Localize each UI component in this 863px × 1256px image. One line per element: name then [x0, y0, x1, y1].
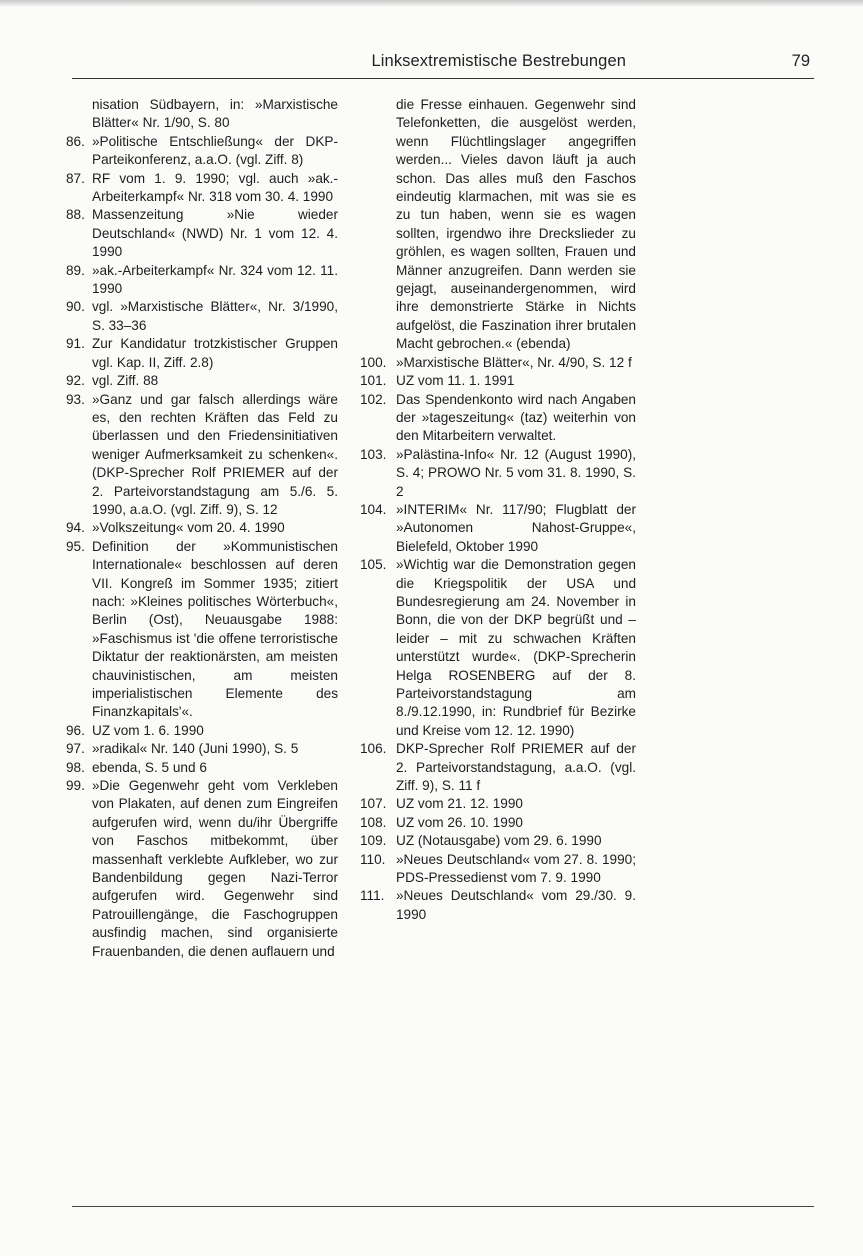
footnote-96: 96. UZ vom 1. 6. 1990 — [66, 722, 204, 738]
footnote-87: 87. RF vom 1. 9. 1990; vgl. auch »ak.-Arbeiterkampf« Nr. 318 vom 30. 4. 1990 — [66, 170, 338, 205]
footnote-91: 91. Zur Kandidatur trotzkistischer Gruppen vgl. Kap. II, Ziff. 2.8) — [66, 336, 338, 370]
footnote-93: 93. »Ganz und gar falsch allerdings wäre es, den rechten Kräften das Feld zu überlassen und den Friedensinitiativen weniger Aufmerksamkeit zu schenken«. (DKP-Sprecher Rolf PRIEMER auf der 2. Parteivorstandstagung am 5./6. 5. 1990, a.a.O. (vgl. Ziff. 9), S. 12 — [66, 391, 338, 517]
footer-rule — [72, 1206, 814, 1207]
footnote-109: 109. UZ (Notausgabe) vom 29. 6. 1990 — [360, 833, 602, 849]
footnote-101: 101. UZ vom 11. 1. 1991 — [360, 373, 515, 389]
footnote-108: 108. UZ vom 26. 10. 1990 — [360, 814, 523, 830]
left-column — [66, 96, 338, 961]
scan-top-edge — [0, 0, 863, 6]
footnote-90: 90. vgl. »Marxistische Blätter«, Nr. 3/1990, S. 33–36 — [66, 299, 338, 333]
footnote-98: 98. ebenda, S. 5 und 6 — [66, 759, 207, 775]
running-title: Linksextremistische Bestrebungen — [371, 52, 626, 70]
note-continuation: nisation Südbayern, in: »Marxistische Blätter« Nr. 1/90, S. 80 — [92, 97, 338, 131]
page-header — [72, 52, 814, 82]
footnote-105: 105. »Wichtig war die Demonstration gegen die Kriegspolitik der USA und Bundesregierung am 24. November in Bonn, die von der DKP begrüßt und – leider – mit zu schwachen Kräften unterstützt wurde«. (DKP-Sprecherin Helga ROSENBERG auf der 8. Parteivorstandstagung am 8./9.12.1990, in: Rundbrief für Bezirke und Kreise vom 12. 12. 1990) — [360, 557, 636, 738]
footnote-110: 110. »Neues Deutschland« vom 27. 8. 1990; PDS-Pressedienst vom 7. 9. 1990 — [360, 851, 636, 886]
footnote-99: 99. »Die Gegenwehr geht vom Verkleben von Plakaten, auf denen zum Eingreifen aufgerufen wird, wenn du/ihr Übergriffe von Faschos mitbekommt, über massenhaft verklebte Aufkleber, wo zur Bandenbildung gegen Nazi-Terror aufgerufen wird. Gegenwehr sind Patrouillengänge, die Faschogruppen ausfindig machen, sind organisierte Frauenbanden, die denen auflauern und — [66, 778, 338, 959]
footnote-89: 89. »ak.-Arbeiterkampf« Nr. 324 vom 12. 11. 1990 — [66, 262, 338, 297]
footnote-100: 100. »Marxistische Blätter«, Nr. 4/90, S. 12 f — [360, 354, 632, 370]
footnote-104: 104. »INTERIM« Nr. 117/90; Flugblatt der »Autonomen Nahost-Gruppe«, Bielefeld, Oktober 1990 — [360, 501, 636, 554]
footnote-94: 94. »Volkszeitung« vom 20. 4. 1990 — [66, 520, 285, 536]
footnote-111: 111. »Neues Deutschland« vom 29./30. 9. 1990 — [360, 888, 636, 922]
footnote-86: 86. »Politische Entschließung« der DKP-Parteikonferenz, a.a.O. (vgl. Ziff. 8) — [66, 133, 338, 168]
right-column — [360, 96, 636, 924]
footnote-97: 97. »radikal« Nr. 140 (Juni 1990), S. 5 — [66, 741, 299, 757]
footnote-92: 92. vgl. Ziff. 88 — [66, 373, 159, 389]
footnote-103: 103. »Palästina-Info« Nr. 12 (August 1990), S. 4; PROWO Nr. 5 vom 31. 8. 1990, S. 2 — [360, 446, 636, 499]
footnote-95: 95. Definition der »Kommunistischen Internationale« beschlossen auf deren VII. Kongreß im Sommer 1935; zitiert nach: »Kleines politisches Wörterbuch«, Berlin (Ost), Neuausgabe 1988: »Faschismus ist 'die offene terroristische Diktatur der reaktionärsten, am meisten chauvinistischen, am meisten imperialistischen Elemente des Finanzkapitals'«. — [66, 538, 338, 720]
page-number: 79 — [791, 52, 810, 70]
footnote-102: 102. Das Spendenkonto wird nach Angaben der »tageszeitung« (taz) weiterhin von den Mitarbeitern verwaltet. — [360, 391, 636, 444]
footnote-88: 88. Massenzeitung »Nie wieder Deutschland« (NWD) Nr. 1 vom 12. 4. 1990 — [66, 207, 338, 260]
header-rule — [72, 78, 814, 79]
footnote-107: 107. UZ vom 21. 12. 1990 — [360, 796, 523, 812]
note-continuation: die Fresse einhauen. Gegenwehr sind Telefonketten, die ausgelöst werden, wenn Flüchtlingslager angegriffen werden... Vieles davon läuft ja auch schon. Das alles muß den Faschos eindeutig klarmachen, mit was sie es zu tun haben, wenn sie es wagen sollten, irgendwo ihre Dreckslieder zu gröhlen, es wagen sollten, Frauen und Männer anzugreifen. Dann werden sie gejagt, auseinandergenommen, wird ihre demonstrierte Stärke in Nichts aufgelöst, die Faszination ihrer brutalen Macht gebrochen.« (ebenda) — [396, 97, 636, 352]
footnote-106: 106. DKP-Sprecher Rolf PRIEMER auf der 2. Parteivorstandstagung, a.a.O. (vgl. Ziff. 9), S. 11 f — [360, 741, 636, 794]
